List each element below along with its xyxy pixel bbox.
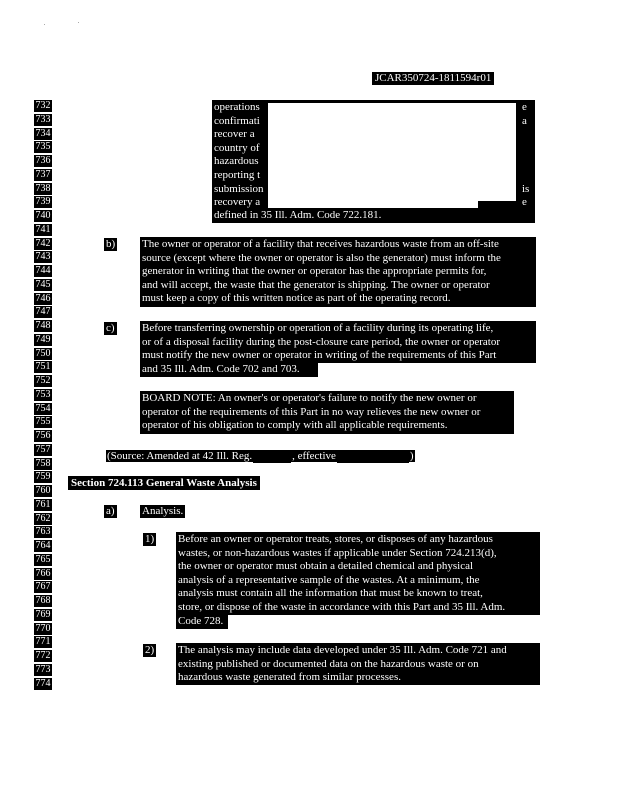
line-number: 747 <box>35 306 51 318</box>
line-number: 759 <box>35 471 51 483</box>
para-b-line: must keep a copy of this written notice as part of the operating record. <box>142 292 451 305</box>
block-a-left-line: hazardous <box>214 155 259 168</box>
item-1-line: the owner or operator must obtain a detailed chemical and physical <box>178 560 474 573</box>
block-a-left-line: operations <box>214 101 260 113</box>
block-a-last-line: defined in 35 Ill. Adm. Code 722.181. <box>214 209 382 221</box>
block-a-left-line: confirmati <box>214 114 260 127</box>
para-a-title: Analysis. <box>142 505 184 517</box>
scan-speck <box>44 24 45 25</box>
line-number: 749 <box>35 333 51 345</box>
line-number: 769 <box>35 608 51 620</box>
line-number: 771 <box>35 636 51 648</box>
item-1-line: Code 728. <box>178 614 224 627</box>
line-number: 774 <box>35 677 51 689</box>
line-number: 739 <box>35 196 51 208</box>
block-a-left-line: country of <box>214 141 260 154</box>
line-number: 736 <box>35 155 51 166</box>
item-1-label: 1) <box>145 533 155 545</box>
para-b-line: generator in writing that the owner or operator has the appropriate permits for, <box>142 265 487 278</box>
item-2-label: 2) <box>145 644 155 656</box>
line-number: 765 <box>35 553 51 565</box>
item-1-line: analysis must contain all the information that must be known to treat, <box>178 587 483 600</box>
line-number: 773 <box>35 663 51 675</box>
block-a-left-line: submission <box>214 182 264 195</box>
line-number: 742 <box>35 237 51 249</box>
para-c-line: or of a disposal facility during the post-closure care period, the owner or operator <box>142 335 500 348</box>
block-a-right-line: a <box>522 114 527 127</box>
line-number: 732 <box>35 100 51 111</box>
line-number: 754 <box>35 402 51 414</box>
redacted-blank <box>253 450 291 463</box>
line-number: 743 <box>35 251 51 263</box>
item-1-line: wastes, or non-hazardous wastes if applicable under Section 724.213(d), <box>178 546 497 559</box>
line-number: 750 <box>35 347 51 359</box>
line-number: 762 <box>35 512 51 524</box>
item-1-line: analysis of a representative sample of the wastes. At a minimum, the <box>178 573 480 586</box>
line-number: 751 <box>35 361 51 373</box>
document-id: JCAR350724-1811594r01 <box>372 72 494 85</box>
board-note-line: operator of the requirements of this Part in no way relieves the new owner or <box>142 405 481 418</box>
redaction-overlay <box>268 103 516 201</box>
line-number: 745 <box>35 278 51 290</box>
source-note <box>106 450 415 463</box>
para-b-label: b) <box>106 238 116 250</box>
para-c-line: Before transferring ownership or operation of a facility during its operating life, <box>142 322 494 334</box>
line-number: 760 <box>35 485 51 496</box>
board-note-line: BOARD NOTE: An owner's or operator's failure to notify the new owner or <box>142 392 477 404</box>
block-a-left-line: recovery a <box>214 196 261 209</box>
item-1-line: store, or dispose of the waste in accordance with this Part and 35 Ill. Adm. <box>178 601 506 613</box>
line-number: 764 <box>35 540 51 551</box>
line-number: 753 <box>35 388 51 400</box>
block-a-left-line: recover a <box>214 128 255 141</box>
item-2-line: The analysis may include data developed under 35 Ill. Adm. Code 721 and <box>178 644 507 656</box>
line-number: 761 <box>35 498 51 510</box>
line-number: 757 <box>35 443 51 455</box>
item-2-line: existing published or documented data on the hazardous waste or on <box>178 657 479 670</box>
line-number: 740 <box>35 210 51 221</box>
source-note-effective: , effective <box>292 450 336 462</box>
line-number: 744 <box>35 265 51 276</box>
block-a-right-line: e <box>522 101 527 113</box>
para-c-label: c) <box>106 322 115 334</box>
redaction-overlay <box>318 363 536 378</box>
item-2-line: hazardous waste generated from similar processes. <box>178 671 401 684</box>
redaction-overlay <box>268 200 478 208</box>
para-c-line: and 35 Ill. Adm. Code 702 and 703. <box>142 362 300 375</box>
board-note-line: operator of his obligation to comply with all applicable requirements. <box>142 419 448 432</box>
redaction-overlay <box>228 615 540 630</box>
block-a-right-line: is <box>522 182 530 195</box>
line-number: 737 <box>35 168 51 180</box>
block-a-left-line: reporting t <box>214 169 261 181</box>
para-b-line: source (except where the owner or operator is also the generator) must inform the <box>142 251 501 264</box>
redacted-blank <box>337 450 409 463</box>
para-b-line: and will accept, the waste that the generator is shipping. The owner or operator <box>142 278 490 291</box>
scan-speck <box>78 22 79 23</box>
para-a-label: a) <box>106 505 115 517</box>
line-number: 766 <box>35 567 51 579</box>
line-number: 767 <box>35 581 51 593</box>
source-note-close: ) <box>409 450 414 462</box>
para-c-line: must notify the new owner or operator in writing of the requirements of this Part <box>142 349 497 362</box>
line-number: 763 <box>35 526 51 538</box>
line-number: 738 <box>35 182 51 194</box>
line-number: 746 <box>35 292 51 304</box>
line-number: 756 <box>35 430 51 441</box>
line-number: 748 <box>35 320 51 331</box>
line-number: 733 <box>35 113 51 125</box>
line-number: 735 <box>35 141 51 153</box>
section-heading: Section 724.113 General Waste Analysis <box>68 476 260 490</box>
source-note-open: (Source: Amended at 42 Ill. Reg. <box>107 450 253 462</box>
para-b-line: The owner or operator of a facility that receives hazardous waste from an off-site <box>142 238 499 250</box>
line-number: 741 <box>35 223 51 235</box>
item-1-line: Before an owner or operator treats, stores, or disposes of any hazardous <box>178 533 493 545</box>
block-a-right-line: e <box>522 196 527 209</box>
line-number: 755 <box>35 416 51 428</box>
line-number: 770 <box>35 622 51 634</box>
line-number: 758 <box>35 457 51 469</box>
line-number: 768 <box>35 595 51 606</box>
line-number: 772 <box>35 650 51 661</box>
line-number: 752 <box>35 375 51 386</box>
line-number: 734 <box>35 127 51 139</box>
